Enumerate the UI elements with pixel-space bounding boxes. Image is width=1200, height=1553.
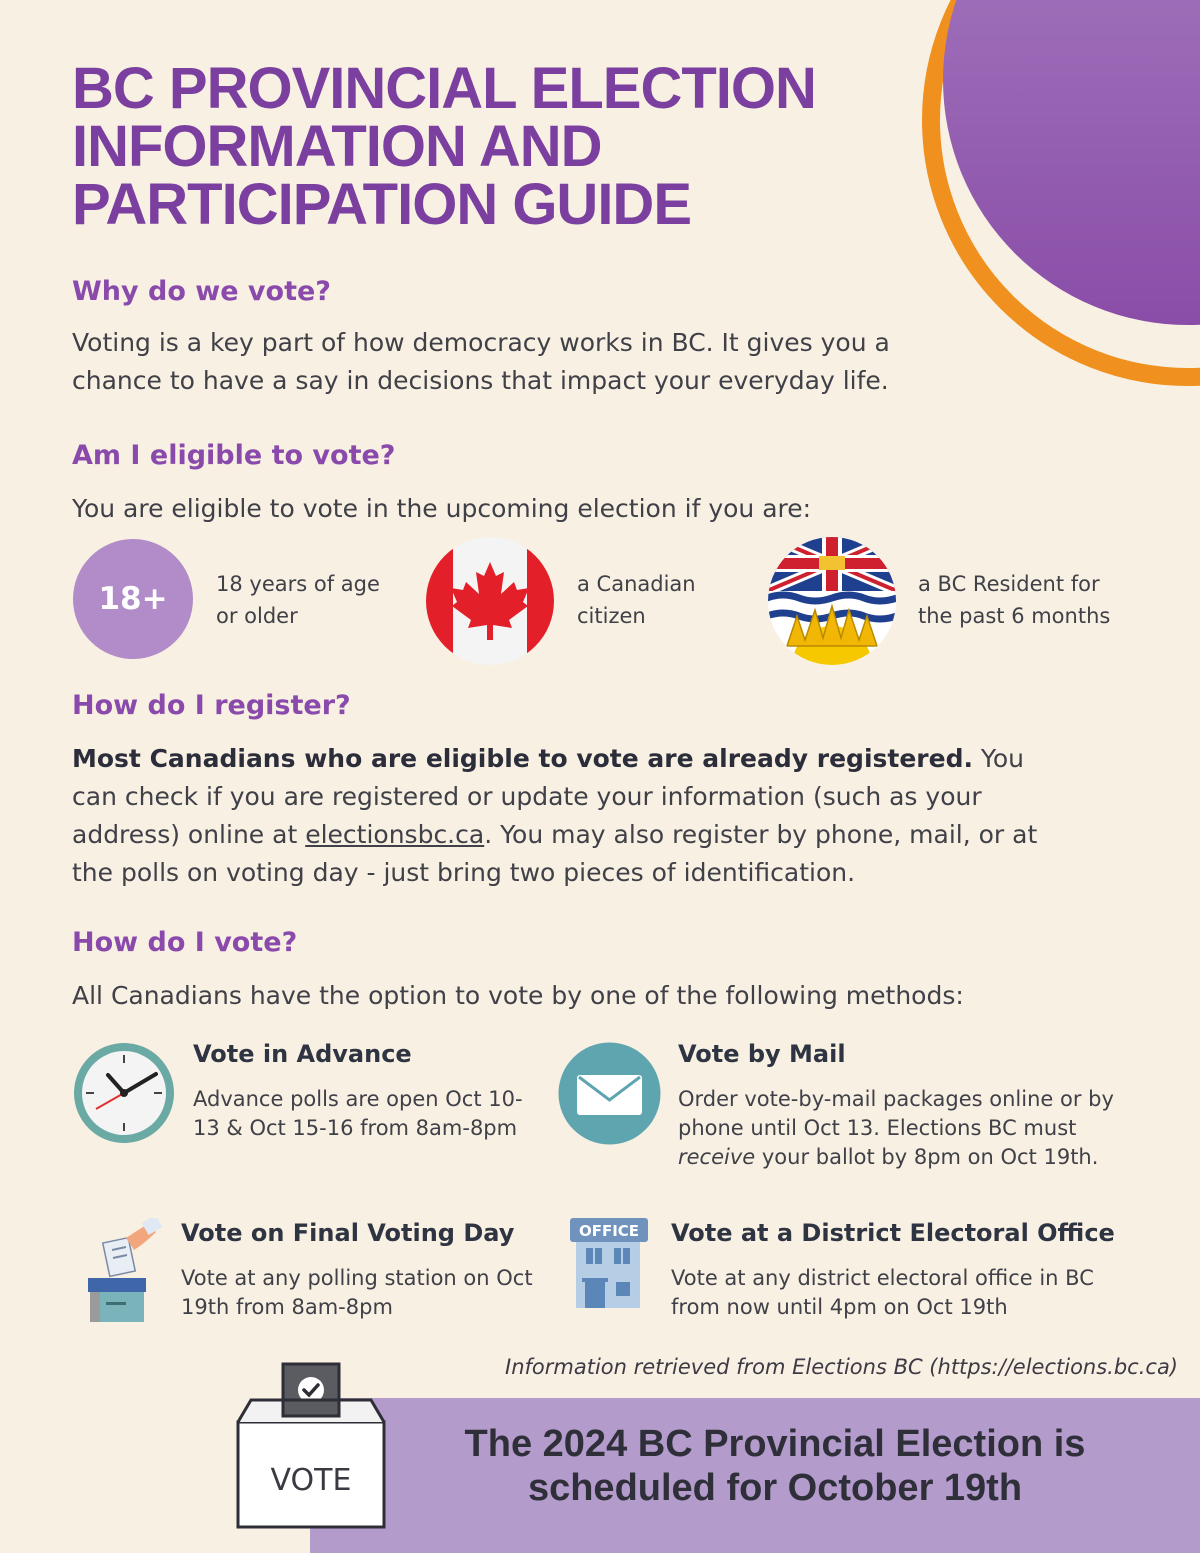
canada-flag-icon <box>425 536 555 666</box>
method-advance-title: Vote in Advance <box>193 1040 412 1068</box>
source-note: Information retrieved from Elections BC (https://elections.bc.ca) <box>505 1355 1178 1379</box>
why-heading: Why do we vote? <box>72 276 331 307</box>
method-office-desc: Vote at any district electoral office in BC from now until 4pm on Oct 19th <box>671 1266 1094 1319</box>
vote-intro: All Canadians have the option to vote by one of the following methods: <box>72 981 964 1010</box>
eligibility-age: 18 years of age or older <box>216 572 380 628</box>
office-building-icon <box>570 1218 650 1308</box>
vote-box-label: VOTE <box>270 1463 352 1498</box>
method-final-day-title: Vote on Final Voting Day <box>181 1219 515 1247</box>
vote-box-icon <box>236 1360 386 1532</box>
eligibility-resident: a BC Resident for the past 6 months <box>918 572 1111 628</box>
clock-icon <box>72 1041 176 1145</box>
eligibility-citizen: a Canadian citizen <box>577 572 696 628</box>
age-badge: 18+ <box>73 539 193 659</box>
method-advance-desc: Advance polls are open Oct 10-13 & Oct 15-16 from 8am-8pm <box>193 1087 523 1140</box>
elections-link[interactable]: electionsbc.ca <box>305 820 485 849</box>
method-final-day-desc: Vote at any polling station on Oct 19th from 8am-8pm <box>181 1266 533 1319</box>
register-heading: How do I register? <box>72 690 351 721</box>
eligible-intro: You are eligible to vote in the upcoming election if you are: <box>72 494 812 523</box>
method-mail-desc: Order vote-by-mail packages online or by phone until Oct 13. Elections BC must receive your ballot by 8pm on Oct 19th. <box>678 1087 1114 1169</box>
register-text: Most Canadians who are eligible to vote are already registered. You can check if you are registered or update your information (such as your address) online at electionsbc.ca. You may also register by phone, mail, or at the polls on voting day - just bring two pieces of identification. <box>72 744 1038 887</box>
method-office-title: Vote at a District Electoral Office <box>671 1219 1115 1247</box>
envelope-icon <box>558 1042 661 1145</box>
election-date-banner: The 2024 BC Provincial Election is scheduled for October 19th <box>464 1423 1086 1509</box>
method-mail-title: Vote by Mail <box>678 1040 846 1068</box>
vote-heading: How do I vote? <box>72 927 298 958</box>
office-sign: OFFICE <box>578 1222 640 1240</box>
page-title: BC PROVINCIAL ELECTION INFORMATION AND PARTICIPATION GUIDE <box>72 56 816 237</box>
eligible-heading: Am I eligible to vote? <box>72 440 396 471</box>
why-text: Voting is a key part of how democracy works in BC. It gives you a chance to have a say in decisions that impact your everyday life. <box>72 328 890 395</box>
bc-flag-icon <box>767 536 897 666</box>
ballot-box-icon <box>86 1218 166 1324</box>
